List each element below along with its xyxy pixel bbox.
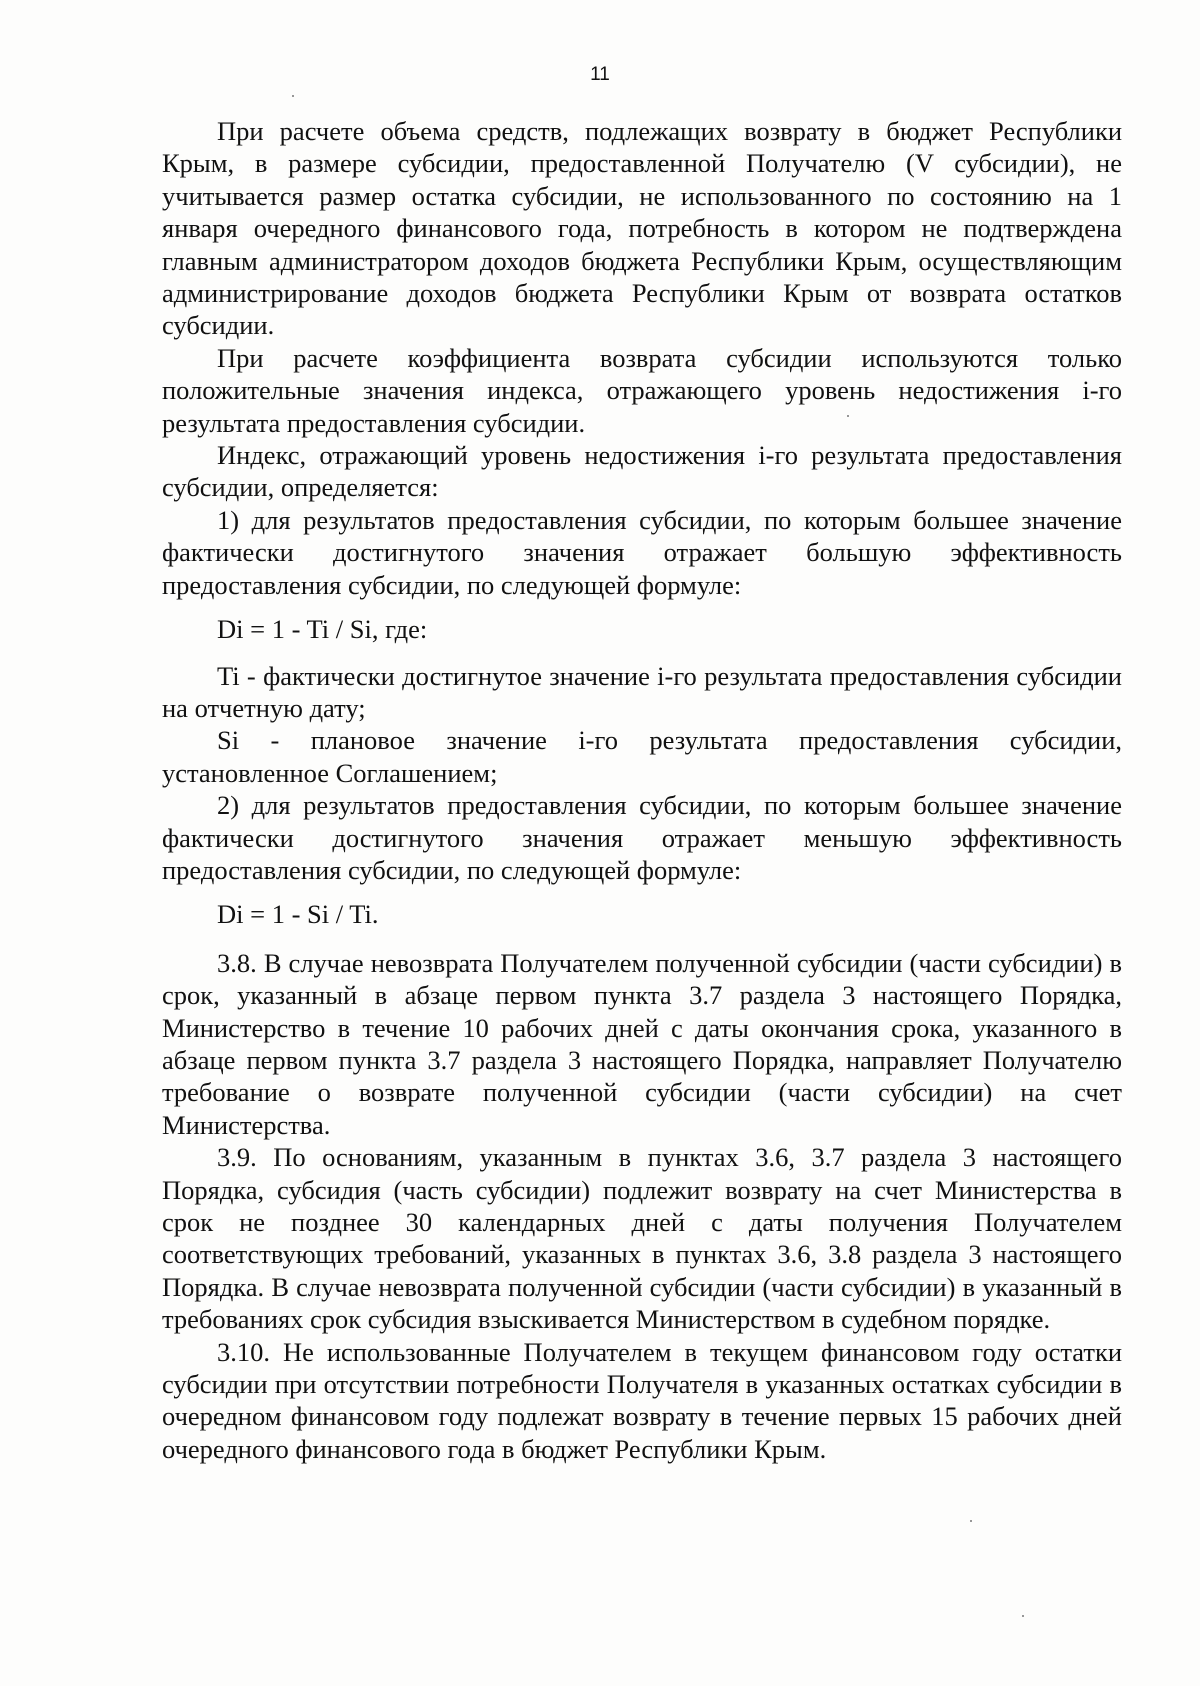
list-item-1: 1) для результатов предоставления субсидии, по которым большее значение фактически достигнутого значения отражает большую эффективность предоставления субсидии, по следующей формуле: bbox=[162, 504, 1122, 600]
clause-3-10: 3.10. Не использованные Получателем в текущем финансовом году остатки субсидии при отсутствии потребности Получателя в указанных остатках субсидии в очередном финансовом году подлежат возврату в течение первых 15 рабочих дней очередного финансового года в бюджет Республики Крым. bbox=[162, 1336, 1122, 1464]
scan-speck bbox=[1022, 1615, 1024, 1617]
paragraph-return-volume: При расчете объема средств, подлежащих возврату в бюджет Республики Крым, в размере субсидии, предоставленной Получателю (V субсидии), не учитывается размер остатка субсидии, не использованного по состоянию на 1 января очередного финансового года, потребность в котором не подтверждена главным администратором доходов бюджета Республики Крым, осуществляющим администрирование доходов бюджета Республики Крым от возврата остатков субсидии. bbox=[162, 116, 1122, 341]
page-number: 11 bbox=[590, 64, 610, 85]
scan-speck bbox=[292, 95, 294, 97]
paragraph-index-definition: Индекс, отражающий уровень недостижения i-го результата предоставления субсидии, определяется: bbox=[162, 440, 1122, 503]
definition-ti: Ti - фактически достигнутое значение i-го результата предоставления субсидии на отчетную дату; bbox=[162, 660, 1122, 723]
clause-3-9: 3.9. По основаниям, указанным в пунктах 3.6, 3.7 раздела 3 настоящего Порядка, субсидия (часть субсидии) подлежит возврату на счет Министерства в срок не позднее 30 календарных дней с даты получения Получателем соответствующих требований, указанных в пунктах 3.6, 3.8 раздела 3 настоящего Порядка. В случае невозврата полученной субсидии (части субсидии) в указанный в требованиях срок субсидия взыскивается Министерством в судебном порядке. bbox=[162, 1142, 1122, 1335]
document-body bbox=[162, 115, 1122, 1465]
scan-speck bbox=[847, 415, 849, 417]
clause-3-8: 3.8. В случае невозврата Получателем полученной субсидии (части субсидии) в срок, указанный в абзаце первом пункта 3.7 раздела 3 настоящего Порядка, Министерство в течение 10 рабочих дней с даты окончания срока, указанного в абзаце первом пункта 3.7 раздела 3 настоящего Порядка, направляет Получателю требование о возврате полученной субсидии (части субсидии) на счет Министерства. bbox=[162, 947, 1122, 1140]
formula-1: Di = 1 - Ti / Si, где: bbox=[217, 614, 428, 645]
definition-si: Si - плановое значение i-го результата предоставления субсидии, установленное Соглашением; bbox=[162, 725, 1122, 788]
formula-2: Di = 1 - Si / Ti. bbox=[217, 899, 379, 930]
paragraph-return-coefficient: При расчете коэффициента возврата субсидии используются только положительные значения индекса, отражающего уровень недостижения i-го результата предоставления субсидии. bbox=[162, 342, 1122, 438]
scan-speck bbox=[970, 1520, 972, 1522]
list-item-2: 2) для результатов предоставления субсидии, по которым большее значение фактически достигнутого значения отражает меньшую эффективность предоставления субсидии, по следующей формуле: bbox=[162, 790, 1122, 885]
